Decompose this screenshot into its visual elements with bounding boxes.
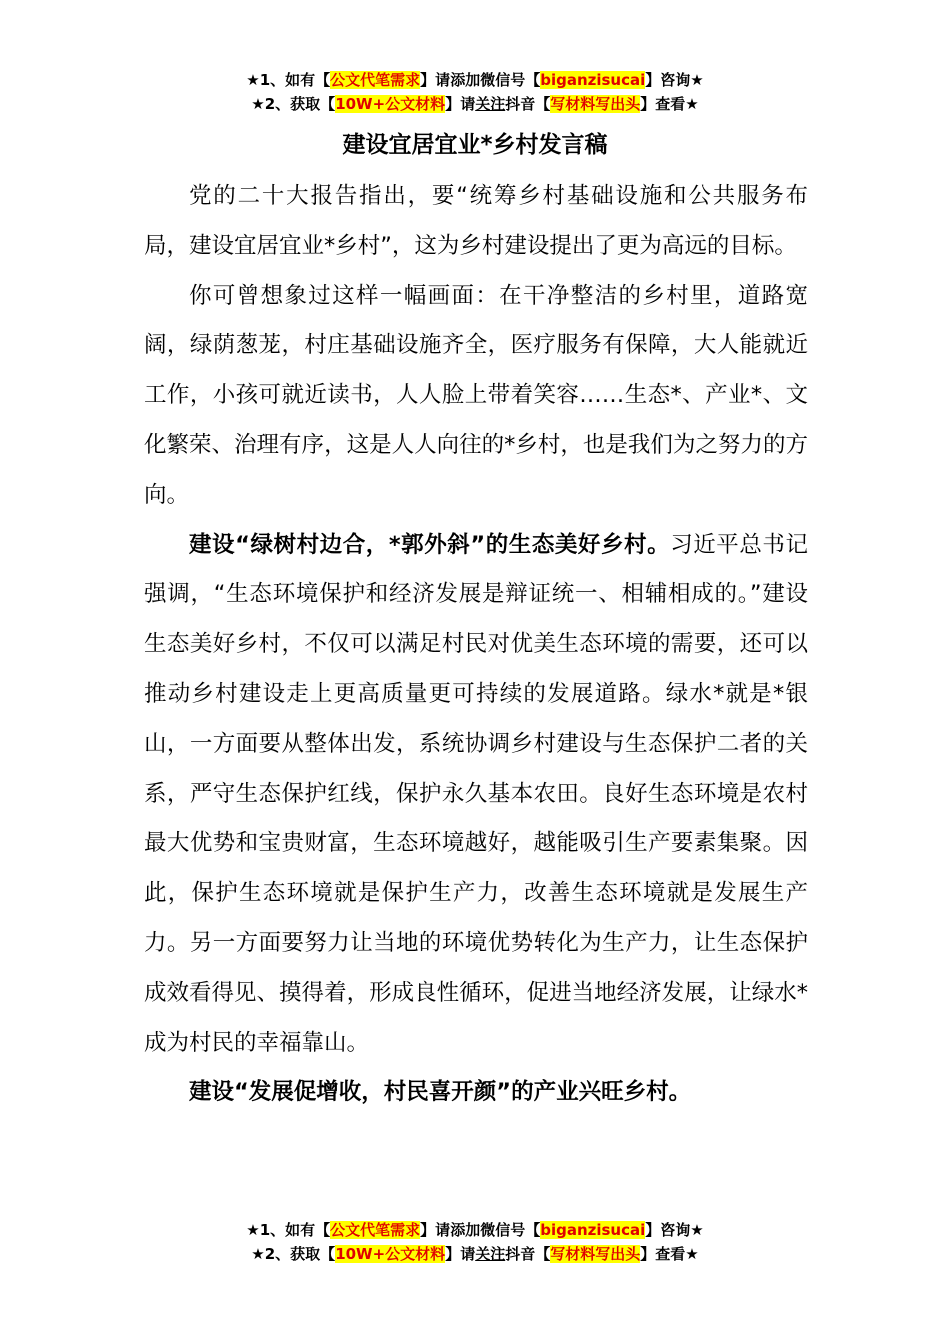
promo-text: 】请	[445, 95, 476, 113]
promo-text: 添加	[450, 71, 481, 89]
section-heading: 建设“发展促增收，村民喜开颜”的产业兴旺乡村。	[189, 1079, 692, 1106]
promo-highlight: 10W+公文材料	[335, 95, 446, 113]
body-paragraph	[144, 172, 808, 272]
promo-text: 】查看★	[640, 1245, 699, 1263]
body-paragraph	[144, 1068, 808, 1118]
promo-text: ★2、获取【	[251, 1245, 336, 1263]
promo-text: 关注	[475, 1245, 506, 1263]
promo-text: 】请	[420, 71, 451, 89]
promo-text: 微信号【	[480, 71, 541, 89]
paragraph-text: 党的二十大报告指出，要“统筹乡村基础设施和公共服务布局，建设宜居宜业*乡村”，这为乡村建设提出了更为高远的目标。	[144, 183, 808, 259]
promo-text: 抖音【	[505, 1245, 551, 1263]
promo-text: 】请	[445, 1245, 476, 1263]
promo-text: ★1、如有【	[246, 1221, 331, 1239]
promo-line-2	[0, 92, 950, 116]
body-paragraph	[144, 521, 808, 1069]
promo-line-1	[0, 1218, 950, 1242]
douyin-account-highlight: 写材料写出头	[550, 1245, 641, 1263]
promo-text: 微信号【	[480, 1221, 541, 1239]
promo-text: ★1、如有【	[246, 71, 331, 89]
section-heading: 建设“绿树村边合，*郭外斜”的生态美好乡村。	[189, 531, 671, 558]
promo-text: 抖音【	[505, 95, 551, 113]
promo-highlight: 公文代笔需求	[330, 1221, 421, 1239]
wechat-id-highlight: biganzisucai	[540, 1221, 646, 1239]
wechat-id-highlight: biganzisucai	[540, 71, 646, 89]
bottom-promo-banner	[0, 1218, 950, 1266]
body-paragraph	[144, 272, 808, 521]
promo-highlight: 10W+公文材料	[335, 1245, 446, 1263]
promo-text: 添加	[450, 1221, 481, 1239]
document-title: 建设宜居宜业*乡村发言稿	[342, 132, 608, 158]
paragraph-text: 你可曾想象过这样一幅画面：在干净整洁的乡村里，道路宽阔，绿荫葱茏，村庄基础设施齐全，医疗服务有保障，大人能就近工作，小孩可就近读书，人人脸上带着笑容……生态*、产业*、文化繁荣、治理有序，这是人人向往的*乡村，也是我们为之努力的方向。	[144, 282, 808, 508]
promo-line-1	[0, 68, 950, 92]
promo-text: ★2、获取【	[251, 95, 336, 113]
promo-text: 】查看★	[640, 95, 699, 113]
promo-text: 】咨询★	[645, 71, 704, 89]
top-promo-banner	[0, 68, 950, 116]
document-body	[144, 172, 808, 1118]
promo-text: 关注	[475, 95, 506, 113]
paragraph-text: 习近平总书记强调，“生态环境保护和经济发展是辩证统一、相辅相成的。”建设生态美好乡村，不仅可以满足村民对优美生态环境的需要，还可以推动乡村建设走上更高质量更可持续的发展道路。绿水*就是*银山，一方面要从整体出发，系统协调乡村建设与生态保护二者的关系，严守生态保护红线，保护永久基本农田。良好生态环境是农村最大优势和宝贵财富，生态环境越好，越能吸引生产要素集聚。因此，保护生态环境就是保护生产力，改善生态环境就是发展生产力。另一方面要努力让当地的环境优势转化为生产力，让生态保护成效看得见、摸得着，形成良性循环，促进当地经济发展，让绿水*成为村民的幸福靠山。	[144, 531, 808, 1056]
promo-text: 】咨询★	[645, 1221, 704, 1239]
promo-text: 】请	[420, 1221, 451, 1239]
promo-line-2	[0, 1242, 950, 1266]
douyin-account-highlight: 写材料写出头	[550, 95, 641, 113]
promo-highlight: 公文代笔需求	[330, 71, 421, 89]
